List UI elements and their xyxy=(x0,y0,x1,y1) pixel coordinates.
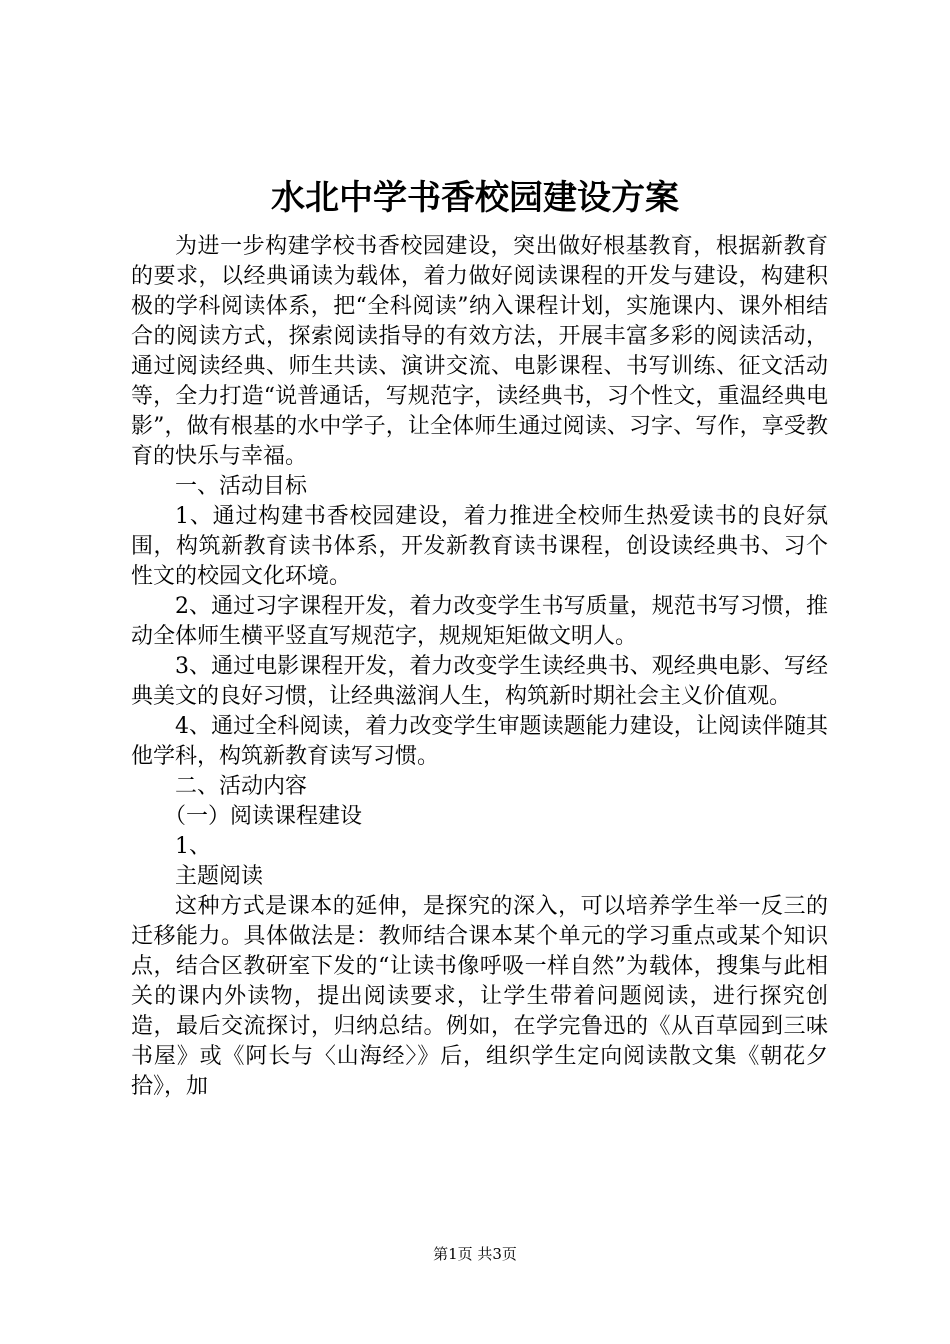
section-heading-content: 二、活动内容 xyxy=(175,774,308,799)
subsection-heading-reading-course: （一）阅读课程建设 xyxy=(164,804,363,829)
goal-item-3: 3、通过电影课程开发，着力改变学生读经典书、观经典电影、写经典美文的良好习惯，让经典滋润人生，构筑新时期社会主义价值观。 xyxy=(131,654,828,709)
item-heading-theme-reading: 主题阅读 xyxy=(175,864,264,889)
intro-paragraph: 为进一步构建学校书香校园建设，突出做好根基教育，根据新教育的要求，以经典诵读为载体，着力做好阅读课程的开发与建设，构建积极的学科阅读体系，把“全科阅读”纳入课程计划，实施课内、课外相结合的阅读方式，探索阅读指导的有效方法，开展丰富多彩的阅读活动，通过阅读经典、师生共读、演讲交流、电影课程、书写训练、征文活动等，全力打造“说普通话，写规范字，读经典书，习个性文，重温经典电影”，做有根基的水中学子，让全体师生通过阅读、习字、写作，享受教育的快乐与幸福。 xyxy=(131,234,828,469)
goal-item-2: 2、通过习字课程开发，着力改变学生书写质量，规范书写习惯，推动全体师生横平竖直写规范字，规规矩矩做文明人。 xyxy=(131,594,828,649)
goal-item-4: 4、通过全科阅读，着力改变学生审题读题能力建设，让阅读伴随其他学科，构筑新教育读写习惯。 xyxy=(131,714,828,769)
document-body xyxy=(131,232,828,1102)
section-heading-goals: 一、活动目标 xyxy=(175,474,308,499)
goal-item-1: 1、通过构建书香校园建设，着力推进全校师生热爱读书的良好氛围，构筑新教育读书体系，开发新教育读书课程，创设读经典书、习个性文的校园文化环境。 xyxy=(131,504,828,589)
page-footer: 第1页 共3页 xyxy=(433,1245,517,1263)
theme-reading-paragraph: 这种方式是课本的延伸，是探究的深入，可以培养学生举一反三的迁移能力。具体做法是：教师结合课本某个单元的学习重点或某个知识点，结合区教研室下发的“让读书像呼吸一样自然”为载体，搜集与此相关的课内外读物，提出阅读要求，让学生带着问题阅读，进行探究创造，最后交流探讨，归纳总结。例如，在学完鲁迅的《从百草园到三味书屋》或《阿长与〈山海经〉》后，组织学生定向阅读散文集《朝花夕拾》，加 xyxy=(131,894,828,1099)
document-title: 水北中学书香校园建设方案 xyxy=(271,178,679,218)
item-number-1: 1、 xyxy=(175,834,211,859)
